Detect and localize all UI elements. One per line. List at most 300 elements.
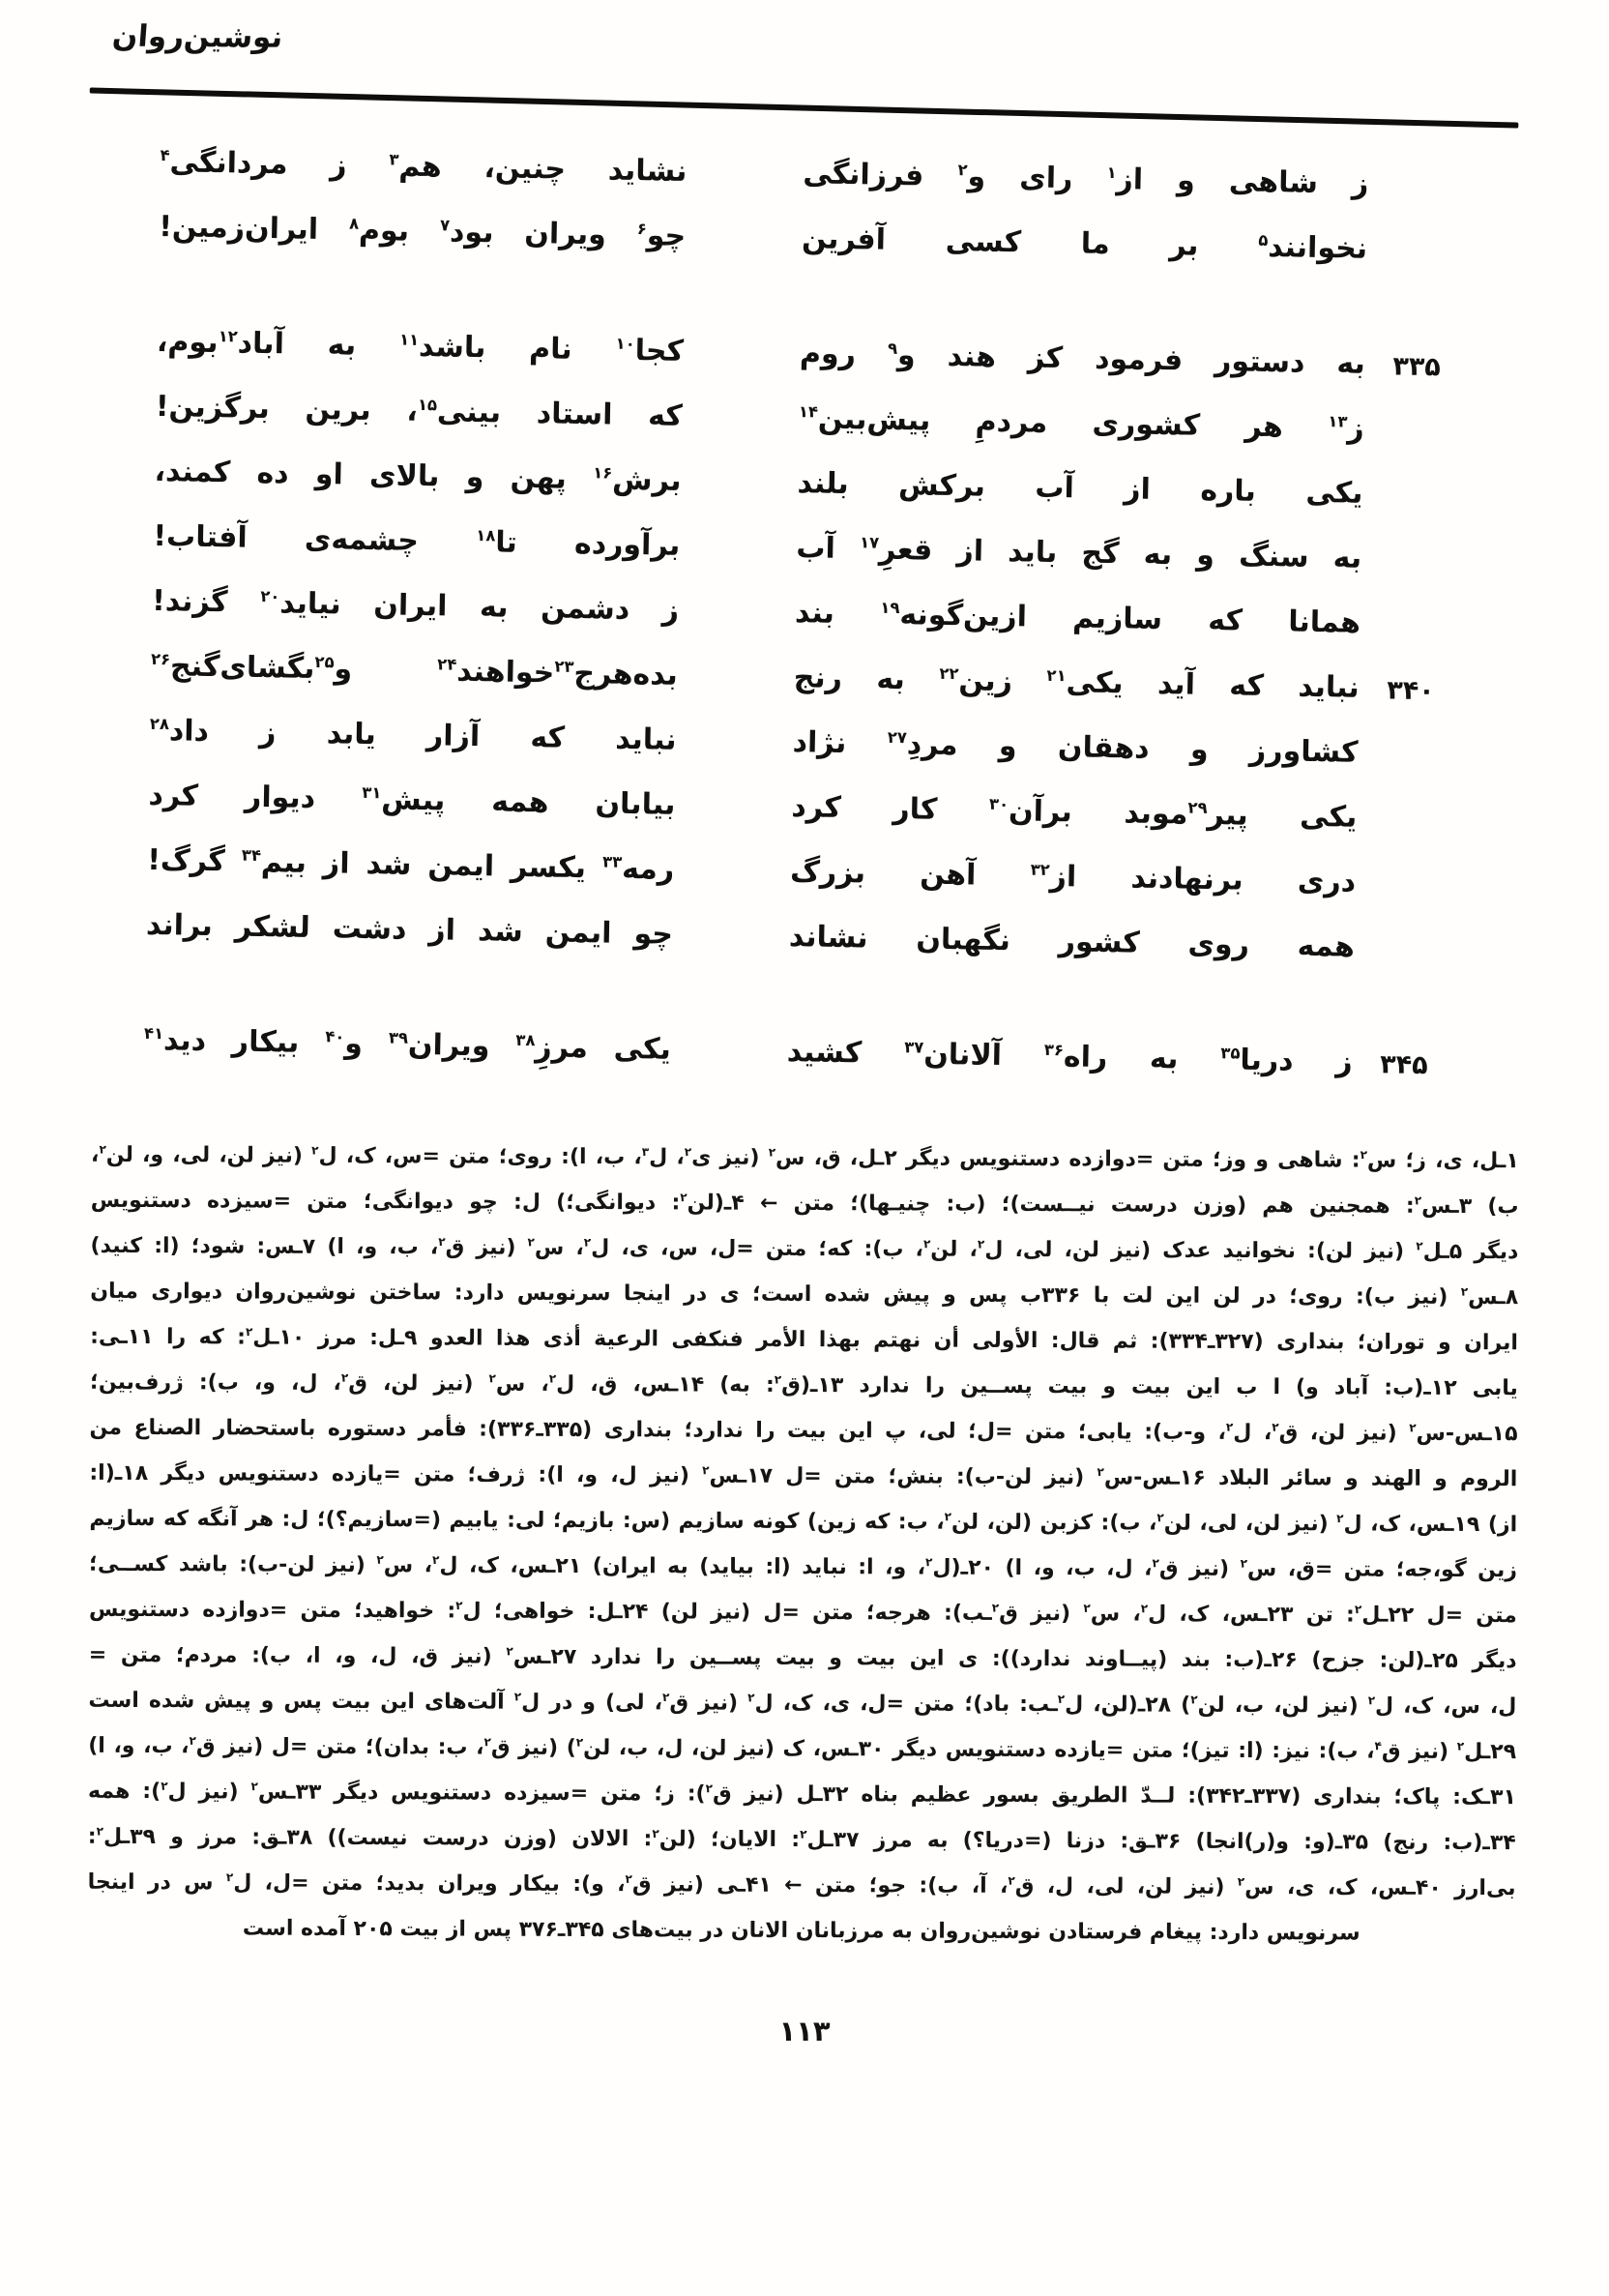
footnote-word: دارد: [453,1280,505,1306]
verse-word: آباد$^{۱۲}$بوم، [156,324,285,362]
footnote-word: لن، [1136,1874,1173,1899]
verse-word: ایران‌زمین! [158,209,319,247]
verse-word: بالای [368,458,440,494]
footnote-word: الطریق [1051,1783,1128,1809]
verse-number [1364,427,1440,431]
footnote-word: از) [1487,1513,1518,1538]
footnote-word: ایران [1464,1330,1519,1356]
footnote-word: (نیز [1357,1421,1397,1446]
verse-word: بزرگ [789,855,866,891]
hemistich-second [152,584,680,628]
footnote-line [90,1325,1518,1376]
footnote-word: =ل [1426,1603,1464,1628]
verse-row [128,1008,1428,1097]
footnote-word: این [838,1419,873,1444]
verse-word: دشمن [540,591,630,627]
footnote-word: ا) [88,1733,105,1758]
verse-word: ما [1080,226,1111,261]
footnote-word: لی، [1086,1874,1125,1899]
footnote-word: باد)؛ [964,1692,1010,1717]
footnote-word: ل، [290,1370,318,1396]
verse-word: به [876,662,906,697]
footnote-word: البلاد [1217,1465,1270,1491]
footnote-word: است؛ [752,1281,812,1308]
footnote-word: ب، [618,1736,649,1761]
verse-word: نگهبان [916,922,1011,958]
footnote-word: س، [1443,1693,1480,1720]
footnote-word: ل$^۲$، [1217,1420,1252,1446]
verse-word: کشور [1058,925,1141,960]
verse-number [1358,751,1433,755]
verse-word: چو$^۶$ [636,219,687,253]
footnote-word: شاهی [1277,1148,1343,1173]
verse-number [1367,247,1443,251]
footnote-word: =یازده [1054,1738,1125,1763]
footnote-word: آباد [1333,1375,1369,1400]
footnote-word: (ب: [946,1192,986,1217]
footnote-word: ایران) [592,1554,657,1579]
footnote-word: ب: [897,1510,928,1535]
column-gap [683,416,799,418]
footnote-word: ی، [1286,1875,1315,1900]
footnote-word: ق$^۲$ـب): [944,1601,1018,1626]
verse-word: به [479,590,509,625]
hemistich-second [159,210,687,253]
footnote-word: و(ر)انجا) [1195,1829,1290,1855]
verse-word: گزند! [151,583,228,620]
verse-word: دریا$^{۳۵}$ [1220,1043,1294,1078]
footnote-word: ل، [656,1736,684,1761]
footnote-word: درست [1110,1192,1178,1218]
footnote-word: ی [958,1646,979,1671]
footnote-word: ا): [561,1144,587,1170]
footnote-word: اینجا [623,1281,671,1307]
footnote-word: بیت [775,1645,815,1671]
footnote-word: شده [148,1689,195,1714]
footnote-word: ۴۱ـی [717,1872,772,1898]
footnote-word: س، [659,1236,698,1261]
footnote-word: = [88,1642,107,1667]
footnote-word: ۱ـل، [1471,1149,1519,1174]
footnote-word: در [147,1870,171,1896]
footnote-word: ل$^۲$ [311,1143,337,1168]
footnote-word: و، [253,1370,276,1396]
verse-word: مرزِ$^{۳۸}$ [515,1030,589,1066]
footnote-word: س$^۲$ [527,1235,565,1260]
footnote-word: ساختن [368,1280,442,1306]
footnote-word: و [170,1825,184,1850]
verse-word: مردانگی$^۴$ [160,145,288,182]
footnote-word: کنید) [90,1233,143,1259]
footnote-word: (نیز [223,1734,264,1759]
footnote-word: هرجه؛ [865,1601,931,1626]
footnote-word: الأولی [972,1328,1039,1354]
footnote-word: لن$^۲$، [915,1237,958,1262]
footnote-line [90,1280,1518,1331]
footnote-colophon-line: سرنویس دارد: پیغام فرستادن نوشین‌روان به مرزبانان الانان در بیت‌های ۳۴۵ـ۳۷۶ پس از بیت ۲۰۵ آمده است [242,1916,1360,1946]
footnote-word: وز؛ [1212,1147,1247,1172]
hemistich-first [795,596,1361,640]
footnote-word: (نیز [1044,1465,1085,1490]
footnote-word: (س: [622,1509,671,1534]
footnote-word: ل$^۲$ [1367,1693,1394,1719]
verse-word: ویران$^{۳۹}$ [388,1027,490,1064]
footnote-word: ب: [437,1735,468,1760]
footnote-word: (نیز [198,1780,239,1805]
footnote-word: کونه [752,1509,800,1534]
column-gap [674,869,790,871]
footnote-word: س$^۲$ [768,1145,805,1171]
verse-word: ز$^{۱۳}$ [1328,411,1364,446]
footnote-word: به) [719,1372,750,1398]
verse-word: دشت [332,911,407,947]
verse-word: بینی$^{۱۵}$، [406,394,502,430]
footnote-word: =س، [384,1144,441,1169]
verse-word: برگزین! [155,389,271,427]
footnote-word: ۳۵ـ(و: [1303,1830,1369,1855]
verse-word: ایمن [544,915,612,951]
footnote-word: فأمر [418,1417,467,1442]
verse-word: نخوانند$^۵$ [1258,229,1368,266]
footnote-word: (لن$^۲$: [643,1826,696,1852]
verse-word: و$^{۴۰}$ [325,1026,364,1061]
footnote-word: لن، [690,1736,727,1761]
footnote-word: لن-ب): [955,1464,1033,1490]
footnote-word: ب): [198,1370,239,1396]
footnote-word: پس [969,1282,1008,1308]
verse-word: که [1208,603,1243,638]
footnote-word: دیواری [151,1280,223,1305]
verse-word: نام [528,332,573,367]
verse-word: شاهی [1228,164,1319,200]
footnote-word: الرعیة [594,1327,659,1352]
footnote-word: ۳۳ـس$^۲$ [250,1780,322,1805]
footnote-word: ق، [813,1146,841,1171]
footnote-word: متن [449,1144,490,1169]
hemistich-first [792,725,1359,770]
verse-word: فرزانگی [803,157,924,193]
footnote-word: میان [90,1279,139,1304]
stanza [130,309,1441,982]
footnote-word: پس [283,1689,322,1714]
footnote-word: و، [142,1143,164,1168]
footnote-word: بند [1181,1647,1211,1672]
footnote-word: بیت [856,1646,896,1671]
footnote-word: ۱۱ـی: [90,1324,154,1350]
verse-word: سنگ [1238,539,1309,574]
footnote-word: لن): [1307,1239,1354,1264]
footnote-word: دستوره [327,1416,407,1442]
verse-word: بده‌هرج$^{۲۳}$خواهند$^{۲۴}$ [437,654,679,692]
footnote-word: الأمر [756,1327,806,1353]
footnote-word: ق$^۲$): [687,1781,732,1807]
footnote-word: دستنویس [391,1781,492,1806]
footnote-word: و [1102,1374,1117,1399]
footnote-word: متن [315,1734,358,1759]
footnote-word: متن [765,1236,807,1262]
verse-number [1361,556,1437,561]
footnote-word: بیت [331,1689,371,1715]
footnote-line [89,1598,1517,1649]
column-gap [678,675,794,677]
verse-word: چنین، [483,151,567,187]
footnote-word: بسور [983,1782,1039,1809]
footnote-word: بیت [786,1418,827,1444]
footnote-word: ۱۰ـل$^۲$: [237,1325,306,1350]
footnote-word: س$^۲$ [1237,1874,1274,1900]
footnote-word: پاک؛ [1393,1784,1441,1810]
footnote-word: ۲۳ـس، [1221,1602,1294,1628]
footnote-word: ۱۹ـس، [1408,1512,1480,1538]
footnote-word: ق$^۲$، [333,1370,367,1397]
footnotes-block [87,1143,1519,1967]
footnote-word: پیش [883,1282,930,1308]
verse-word: همه [1297,928,1356,964]
verse-word: به [327,328,357,363]
footnote-word: کزبن [1039,1511,1094,1536]
footnote-word: یابیم [449,1508,499,1533]
verse-word: کشوری [1092,406,1201,443]
verse-word: نباید [1298,669,1360,705]
footnote-word: بی‌ارز [1454,1875,1516,1901]
footnote-word: لی) [604,1691,645,1716]
footnote-word: ا: [858,1555,874,1580]
verse-word: پیش$^{۳۱}$ [362,782,446,818]
hemistich-second [153,519,681,563]
footnote-word: (نیز [698,1691,739,1716]
verse-word: مردمِ [975,404,1048,440]
footnote-word: و) [1296,1375,1319,1400]
footnote-word: نیــست)؛ [1001,1192,1096,1218]
column-gap [679,610,795,612]
verse-number [1362,491,1438,496]
footnote-word: بیت [1130,1374,1171,1399]
footnote-word: ل، [1106,1556,1133,1581]
footnote-word: دیگر [334,1780,379,1806]
footnote-word: متن [1024,1420,1067,1445]
footnote-word: دیگر [892,1737,938,1762]
footnote-word: سائر [1281,1466,1332,1491]
verse-word: گرگ! [146,842,226,879]
footnote-word: را [656,1645,676,1670]
footnote-line [89,1552,1517,1604]
footnote-word: خواهی؛ [493,1599,575,1624]
footnote-word: (لن، [986,1510,1033,1536]
footnote-word: ا): [538,1462,564,1487]
verse-word: و [465,459,484,495]
verse-word: برین [305,392,372,428]
verse-word: پیش‌بین$^{۱۴}$ [798,401,931,438]
column-gap [680,545,796,547]
footnote-word: مردم؛ [175,1643,238,1668]
footnote-word: ل: [281,1507,309,1532]
footnote-word: لــدّ [1140,1783,1176,1809]
footnote-word: دیگر [1474,1240,1519,1265]
verse-number: ۳۴۰ [1386,675,1435,707]
footnote-word: متن [321,1870,364,1897]
footnote-word: ل$^۲$: [447,1599,482,1624]
poem [128,130,1445,1096]
footnote-word: س$^۲$ [376,1552,414,1578]
verse-word: سازیم [1071,601,1163,637]
footnote-word: ۳۳۶ب [1019,1282,1081,1309]
footnote-word: متن [834,1464,876,1489]
footnote-word: (نیز [1408,1284,1448,1310]
footnote-word: پســین [960,1373,1033,1399]
verse-word: و [1195,538,1215,574]
footnote-line [87,1870,1515,1922]
verse-word: که [1229,668,1265,703]
footnote-word: ثم [1112,1329,1138,1354]
hemistich-first [791,790,1358,835]
verse-word: ز [1335,1045,1353,1079]
column-gap [675,805,791,807]
verse-word: بر [1169,228,1199,263]
footnote-word: بنداری [603,1418,673,1443]
footnote-word: ل$^۳$، [633,1144,668,1170]
hemistich-second [148,779,676,822]
footnote-word: خواهید؛ [354,1598,435,1624]
verse-word: ز [329,148,347,183]
verse-word: آید [1156,666,1196,702]
footnote-word: چو [469,1190,498,1215]
verse-word: کجا$^{۱۰}$ [615,334,685,368]
footnote-word: نهتم [873,1328,922,1353]
verse-word: هند [947,339,997,374]
verse-word: ز [258,715,277,751]
verse-word: از$^۱$ [1106,162,1144,197]
hemistich-first [800,337,1366,381]
footnote-word: پیش [204,1689,251,1714]
footnote-word: لن$^۲$، [1148,1511,1191,1536]
footnote-word: ب): [1318,1739,1359,1764]
footnote-word: ی، [1435,1148,1463,1173]
footnote-word: ۱۳ـ(ق$^۲$: [765,1372,844,1398]
verse-number [1357,815,1432,820]
hemistich-second [144,1023,672,1067]
verse-word: و$^۹$ [887,338,916,373]
footnote-word: و، [356,1234,378,1260]
footnote-word: ق$^۲$، [1144,1556,1179,1581]
verse-word: دید$^{۴۱}$ [143,1023,207,1058]
footnote-word: ق، [411,1644,439,1669]
footnote-word: ق$^۲$، [999,1873,1035,1899]
footnote-word: ۲۲ـل$^۲$: [1345,1603,1415,1628]
footnote-word: ← [759,1191,778,1216]
footnote-word: (نیز [663,1872,704,1898]
footnote-word: که [162,1507,190,1532]
verse-word: آزار [425,719,481,754]
footnote-word: لن$^۲$، [91,1142,133,1167]
hemistich-second [157,325,685,368]
footnote-word: اینجا [87,1869,135,1895]
footnote-word: باستحضار [213,1416,316,1441]
footnote-word: و [1255,1148,1270,1173]
footnote-word: ز؛ [654,1781,675,1807]
footnote-word: ل، [1046,1874,1074,1899]
footnote-word: بیکار [510,1871,561,1897]
footnote-word: ۷ـس: [256,1234,316,1259]
footnote-word: ل$^۲$ [225,1870,252,1896]
footnote-word: ک، [1403,1693,1434,1719]
footnote-line [89,1507,1517,1558]
hemistich-first [796,531,1362,575]
verse-word: بیابان [595,786,676,822]
verse-word: گج [1081,536,1120,572]
verse-word: پهن [510,460,568,496]
footnote-word: ک، [1370,1512,1401,1537]
footnote-line [88,1689,1516,1740]
footnote-word: (نیز [734,1736,775,1761]
verse-word: از [428,913,456,948]
verse-word: هم$^۳$ [389,149,443,185]
footnote-word: در [684,1281,708,1307]
footnote-word: لن، [1309,1421,1346,1446]
verse-word: ز [661,593,680,628]
footnote-word: مرز [198,1825,238,1850]
footnote-word: لن$^۲$) [1181,1693,1225,1718]
footnote-word: س$^۲$ [488,1371,526,1397]
footnote-word: ۵ـل$^۲$ [1416,1239,1463,1264]
footnote-line [90,1370,1518,1422]
column-gap [677,740,793,742]
verse-word: باید [1007,535,1058,571]
footnote-word: نیز: [1272,1739,1311,1764]
verse-word: او [314,456,344,492]
footnote-word: (ا: [765,1554,791,1579]
verse-word: نژاد [792,725,847,761]
footnote-word: و، [1033,1556,1055,1581]
footnote-word: متن [793,1191,835,1217]
footnote-word: (وزن [503,1826,558,1851]
footnote-word: (نیز [262,1143,303,1168]
footnote-word: متن [814,1873,857,1899]
footnote-word: و [1434,1466,1448,1491]
footnote-word: ل$^۲$ [1336,1512,1362,1537]
footnote-word: =سیزده [504,1781,589,1807]
footnote-line [88,1643,1516,1694]
footnote-word: (نیز [518,1735,559,1760]
footnote-line [88,1734,1516,1785]
footnote-word: أذی [542,1326,581,1351]
footnote-word: الایان؛ [710,1827,777,1852]
footnote-word: که [864,1510,891,1535]
verse-word: به [1336,346,1366,381]
footnote-word: ۱۸ـ(ا: [89,1460,149,1487]
footnote-word: لن-ب): [239,1552,315,1577]
footnote-word: (نیز [1288,1512,1329,1537]
footnote-word: ۳۷ـل$^۲$: [791,1827,860,1853]
verse-word: آلانان$^{۳۷}$ [904,1037,1003,1074]
footnote-word: (نیز [1189,1556,1230,1581]
footnote-word: (۳۲۷ـ۳۳۴): [1150,1329,1264,1355]
verse-word: رمه$^{۳۳}$ [601,851,675,887]
verse-number [1355,945,1430,950]
footnote-word: ل$^۲$ [513,1690,541,1715]
footnote-word: ۱۶ـس-س$^۲$ [1097,1464,1206,1490]
footnote-word: دیوانگی؛ [363,1190,453,1215]
footnote-word: ل، [1489,1694,1517,1720]
footnote-word: دیگر [905,1146,951,1171]
footnote-word: ی، [822,1692,851,1717]
verse-word: دیوار [244,780,316,816]
footnote-word: (ا: [154,1234,180,1259]
footnote-word: و [829,1646,843,1671]
footnote-word: س$^۲$ [1240,1556,1277,1582]
verse-word: استاد [536,397,613,432]
footnote-word: ب، [595,1145,626,1170]
footnote-word: هم [1262,1193,1294,1219]
